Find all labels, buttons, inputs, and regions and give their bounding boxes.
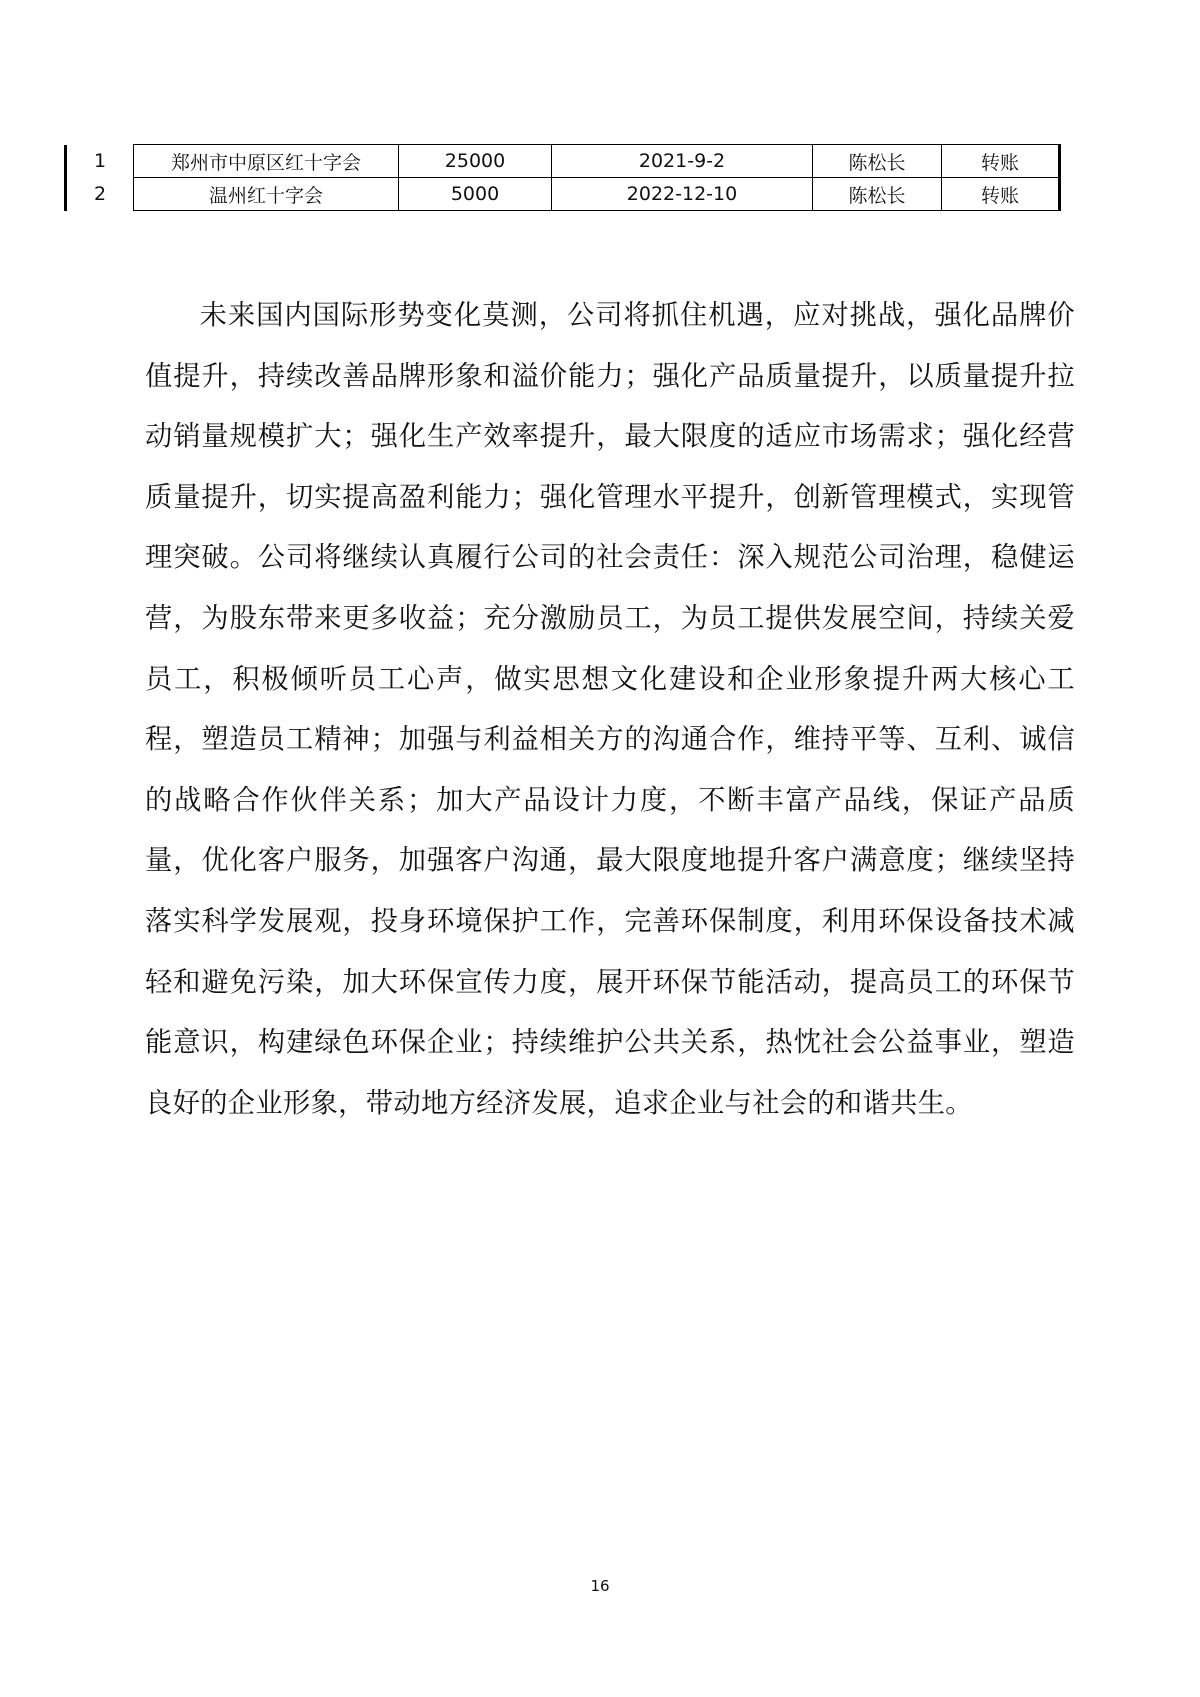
donation-date: 2022-12-10 — [552, 178, 813, 211]
handler-name: 陈松长 — [813, 178, 942, 211]
handler-name: 陈松长 — [813, 145, 942, 178]
page-number: 16 — [590, 1577, 610, 1595]
payment-method: 转账 — [942, 145, 1060, 178]
donation-amount: 25000 — [399, 145, 552, 178]
row-index: 2 — [66, 178, 134, 211]
table-row — [66, 145, 1060, 178]
body-paragraph: 未来国内国际形势变化莫测，公司将抓住机遇，应对挑战，强化品牌价值提升，持续改善品牌形象和溢价能力；强化产品质量提升，以质量提升拉动销量规模扩大；强化生产效率提升，最大限度的适应市场需求；强化经营质量提升，切实提高盈利能力；强化管理水平提升，创新管理模式，实现管理突破。公司将继续认真履行公司的社会责任：深入规范公司治理，稳健运营，为股东带来更多收益；充分激励员工，为员工提供发展空间，持续关爱员工，积极倾听员工心声，做实思想文化建设和企业形象提升两大核心工程，塑造员工精神；加强与利益相关方的沟通合作，维持平等、互利、诚信的战略合作伙伴关系；加大产品设计力度，不断丰富产品线，保证产品质量，优化客户服务，加强客户沟通，最大限度地提升客户满意度；继续坚持落实科学发展观，投身环境保护工作，完善环保制度，利用环保设备技术减轻和避免污染，加大环保宣传力度，展开环保节能活动，提高员工的环保节能意识，构建绿色环保企业；持续维护公共关系，热忱社会公益事业，塑造良好的企业形象，带动地方经济发展，追求企业与社会的和谐共生。 — [145, 300, 1075, 1119]
recipient-organization: 郑州市中原区红十字会 — [134, 145, 399, 178]
donation-amount: 5000 — [399, 178, 552, 211]
donation-table — [64, 144, 1061, 211]
table-row — [66, 178, 1060, 211]
recipient-organization: 温州红十字会 — [134, 178, 399, 211]
payment-method: 转账 — [942, 178, 1060, 211]
donation-date: 2021-9-2 — [552, 145, 813, 178]
row-index: 1 — [66, 145, 134, 178]
